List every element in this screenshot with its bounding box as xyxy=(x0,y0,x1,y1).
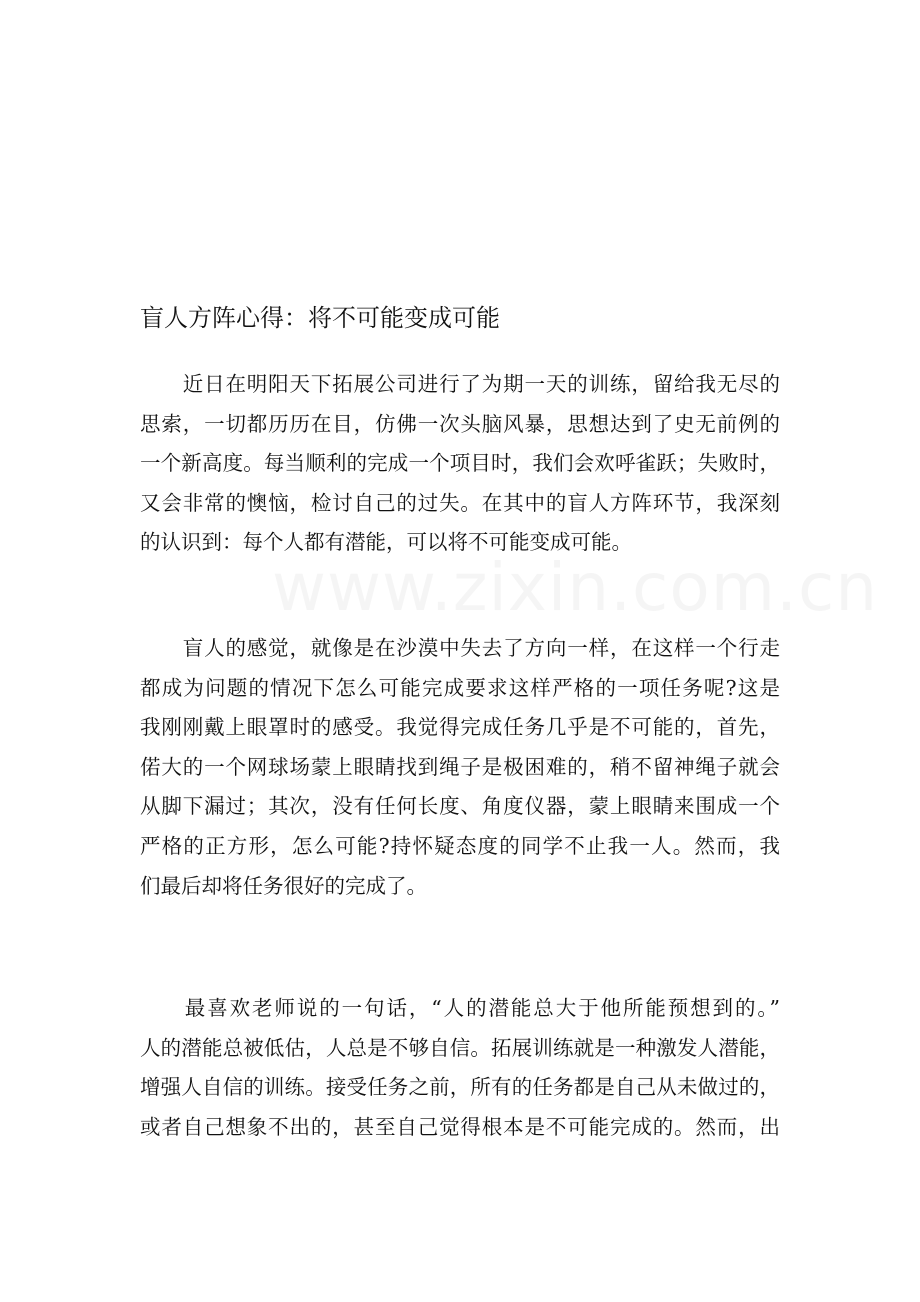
paragraph-line: 最喜欢老师说的一句话，“人的潜能总大于他所能预想到的。” xyxy=(140,996,780,1020)
paragraph-line: 偌大的一个网球场蒙上眼睛找到绳子是极困难的，稍不留神绳子就会 xyxy=(140,754,780,779)
paragraph-line: 我刚刚戴上眼罩时的感受。我觉得完成任务几乎是不可能的，首先， xyxy=(140,715,780,740)
paragraph-line: 们最后却将任务很好的完成了。 xyxy=(140,873,427,898)
paragraph-line: 的认识到：每个人都有潜能，可以将不可能变成可能。 xyxy=(140,530,632,555)
paragraph-line: 或者自己想象不出的，甚至自己觉得根本是不可能完成的。然而，出 xyxy=(140,1114,780,1139)
paragraph-line: 一个新高度。每当顺利的完成一个项目时，我们会欢呼雀跃；失败时， xyxy=(140,451,780,476)
paragraph-line: 都成为问题的情况下怎么可能完成要求这样严格的一项任务呢?这是 xyxy=(140,675,780,700)
watermark: www.zixin.com.cn xyxy=(272,549,879,626)
paragraph-1 xyxy=(140,365,780,563)
paragraph-line: 严格的正方形，怎么可能?持怀疑态度的同学不止我一人。然而，我 xyxy=(140,833,780,858)
paragraph-line: 增强人自信的训练。接受任务之前，所有的任务都是自己从未做过的， xyxy=(140,1075,780,1100)
paragraph-3 xyxy=(140,989,780,1147)
document-title: 盲人方阵心得：将不可能变成可能 xyxy=(140,304,500,332)
paragraph-line: 又会非常的懊恼，检讨自己的过失。在其中的盲人方阵环节，我深刻 xyxy=(140,490,780,515)
paragraph-line: 思索，一切都历历在目，仿佛一次头脑风暴，思想达到了史无前例的 xyxy=(140,411,780,436)
paragraph-line: 人的潜能总被低估，人总是不够自信。拓展训练就是一种激发人潜能， xyxy=(140,1035,780,1060)
paragraph-line: 从脚下漏过；其次，没有任何长度、角度仪器，蒙上眼睛来围成一个 xyxy=(140,794,780,819)
paragraph-2 xyxy=(140,629,780,906)
paragraph-line: 近日在明阳天下拓展公司进行了为期一天的训练，留给我无尽的 xyxy=(140,372,780,396)
paragraph-line: 盲人的感觉，就像是在沙漠中失去了方向一样，在这样一个行走 xyxy=(140,636,780,660)
